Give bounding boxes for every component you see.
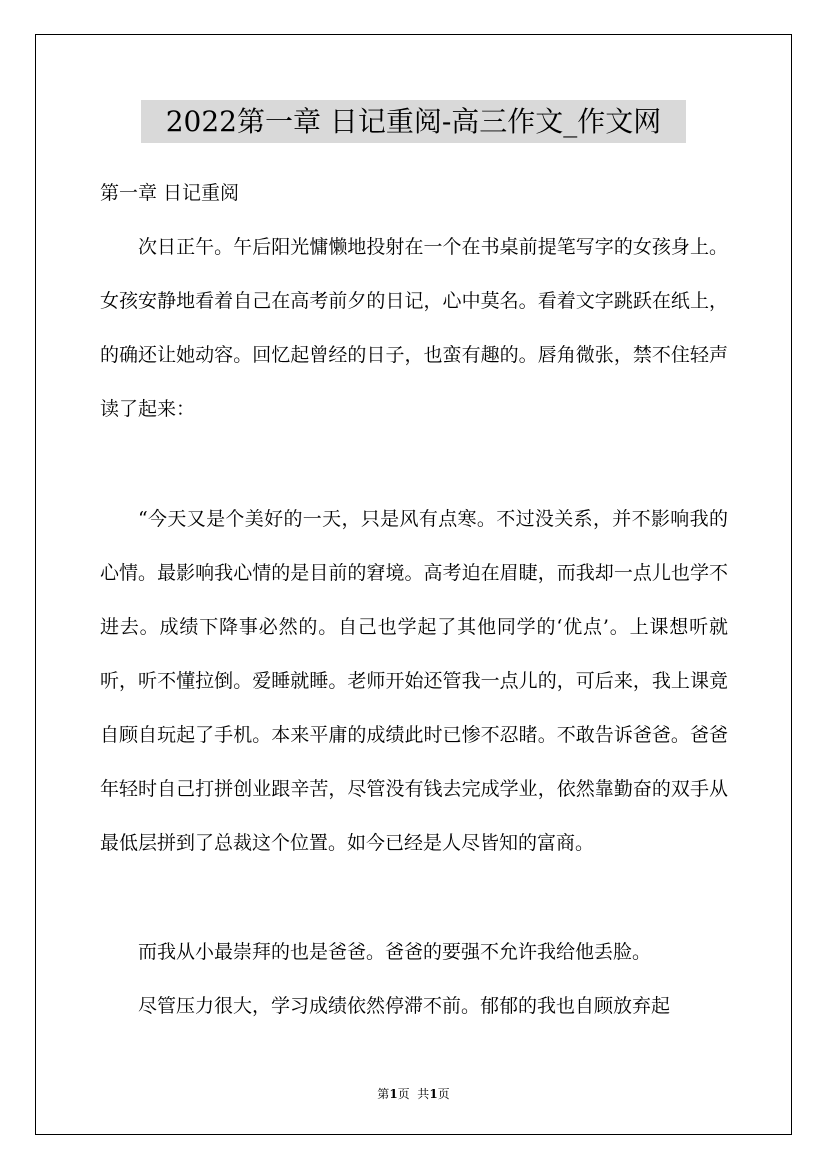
paragraph-2: “今天又是个美好的一天，只是风有点寒。不过没关系，并不影响我的心情。最影响我心情的是目前的窘境。高考迫在眉睫，而我却一点儿也学不进去。成绩下降事必然的。自己也学起了其他同学的‘优点’。上课想听就听，听不懂拉倒。爱睡就睡。老师开始还管我一点儿的，可后来，我上课竟自顾自玩起了手机。本来平庸的成绩此时已惨不忍睹。不敢告诉爸爸。爸爸年轻时自己打拼创业跟辛苦，尽管没有钱去完成学业，依然靠勤奋的双手从最低层拼到了总裁这个位置。如今已经是人尽皆知的富商。: [100, 508, 728, 854]
paragraph-4: 尽管压力很大，学习成绩依然停滞不前。郁郁的我也自顾放弃起: [138, 995, 671, 1017]
footer-page-prefix: 第: [377, 1087, 390, 1101]
footer-total-pages: 1: [429, 1087, 438, 1101]
document-title: 2022第一章 日记重阅-高三作文_作文网: [141, 100, 686, 143]
footer-page-number: 1: [389, 1087, 398, 1101]
footer-total-suffix: 页: [437, 1087, 450, 1101]
page-footer: [0, 1085, 827, 1102]
chapter-heading: 第一章 日记重阅: [100, 182, 240, 204]
paragraph-1: 次日正午。午后阳光慵懒地投射在一个在书桌前提笔写字的女孩身上。女孩安静地看着自己在高考前夕的日记，心中莫名。看着文字跳跃在纸上，的确还让她动容。回忆起曾经的日子，也蛮有趣的。唇角微张，禁不住轻声读了起来：: [100, 236, 728, 420]
paragraph-3: 而我从小最崇拜的也是爸爸。爸爸的要强不允许我给他丢脸。: [138, 941, 652, 963]
footer-page-suffix: 页 共: [397, 1087, 430, 1101]
